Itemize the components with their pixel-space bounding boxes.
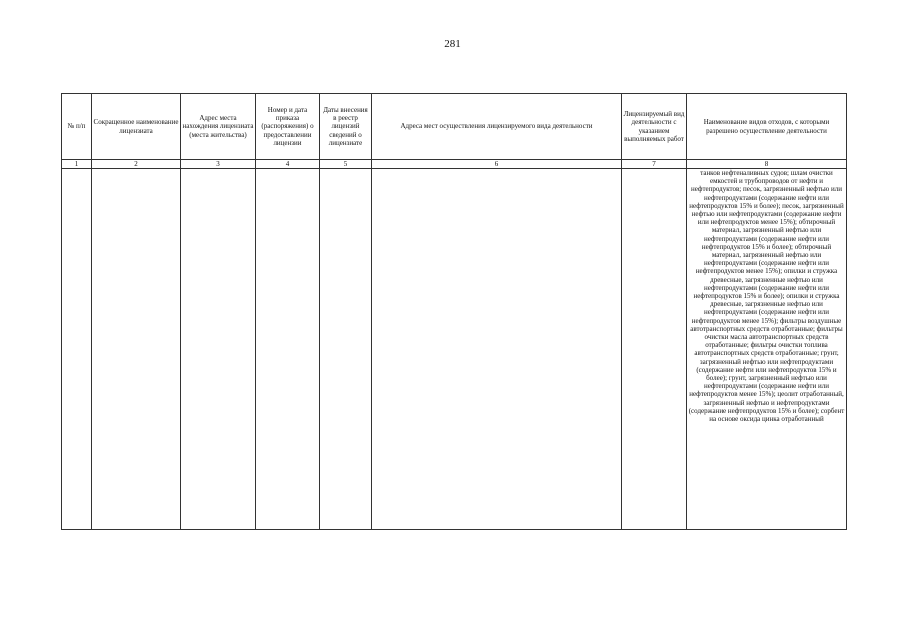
- header-cell-order: Номер и дата приказа (распоряжения) о предоставлении лицензии: [256, 94, 320, 160]
- header-cell-licensee-name: Сокращенное наименование лицензиата: [92, 94, 181, 160]
- header-cell-activity-type: Лицензируемый вид деятельности с указанием выполняемых работ: [622, 94, 687, 160]
- column-number: 1: [62, 160, 92, 169]
- header-cell-number: № п/п: [62, 94, 92, 160]
- column-number: 7: [622, 160, 687, 169]
- cell-activity-type: [622, 169, 687, 530]
- cell-order: [256, 169, 320, 530]
- page-number: 281: [444, 38, 461, 50]
- column-number-row: [62, 160, 847, 169]
- cell-waste-types: танков нефтеналивных судов; шлам очистки емкостей и трубопроводов от нефти и нефтепродуктов; песок, загрязненный нефтью или нефтепродуктами (содержание нефти или нефтепродуктов 15% и более); песок, загрязненный нефтью или нефтепродуктами (содержание нефти или нефтепродуктов менее 15%); обтирочный материал, загрязненный нефтью или нефтепродуктами (содержание нефти или нефтепродуктов 15% и более); обтирочный материал, загрязненный нефтью или нефтепродуктами (содержание нефти или нефтепродуктов менее 15%); опилки и стружка древесные, загрязненные нефтью или нефтепродуктами (содержание нефти или нефтепродуктов 15% и более); опилки и стружка древесные, загрязненные нефтью или нефтепродуктами (содержание нефти или нефтепродуктов менее 15%); фильтры воздушные автотранспортных средств отработанные; фильтры очистки масла автотранспортных средств отработанные; фильтры очистки топлива автотранспортных средств отработанные; грунт, загрязненный нефтью или нефтепродуктами (содержание нефти или нефтепродуктов 15% и более); грунт, загрязненный нефтью или нефтепродуктами (содержание нефти или нефтепродуктов менее 15%); цеолит отработанный, загрязненный нефтью и нефтепродуктами (содержание нефтепродуктов 15% и более); сорбент на основе оксида цинка отработанный: [687, 169, 847, 530]
- license-registry-table: [61, 93, 847, 530]
- column-number: 5: [320, 160, 372, 169]
- column-number: 4: [256, 160, 320, 169]
- table-row: [62, 169, 847, 530]
- table-header-row: [62, 94, 847, 160]
- cell-licensee-name: [92, 169, 181, 530]
- column-number: 3: [181, 160, 256, 169]
- header-cell-registry-dates: Даты внесения в реестр лицензий сведений о лицензиате: [320, 94, 372, 160]
- column-number: 2: [92, 160, 181, 169]
- column-number: 8: [687, 160, 847, 169]
- cell-number: [62, 169, 92, 530]
- cell-licensee-address: [181, 169, 256, 530]
- header-cell-activity-addresses: Адреса мест осуществления лицензируемого вида деятельности: [372, 94, 622, 160]
- header-cell-licensee-address: Адрес места нахождения лицензиата (места жительства): [181, 94, 256, 160]
- header-cell-waste-types: Наименование видов отходов, с которыми разрешено осуществление деятельности: [687, 94, 847, 160]
- column-number: 6: [372, 160, 622, 169]
- cell-registry-dates: [320, 169, 372, 530]
- cell-activity-addresses: [372, 169, 622, 530]
